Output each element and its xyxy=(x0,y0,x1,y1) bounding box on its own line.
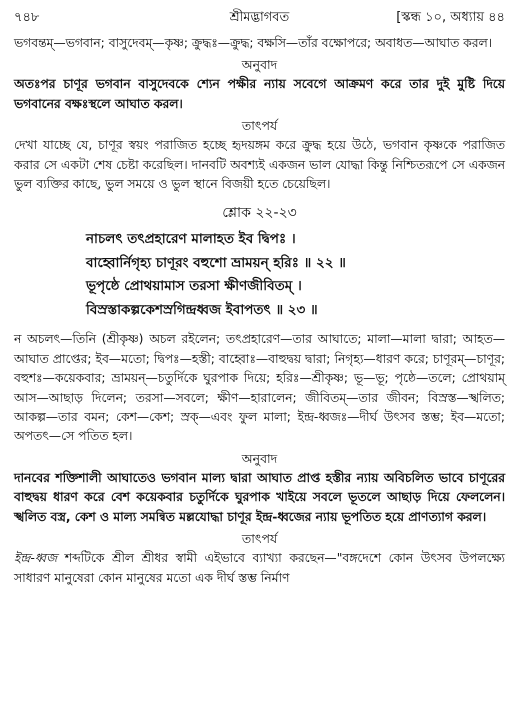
verse-line: বিস্রস্তাকল্পকেশস্রগিন্দ্রধ্বজ ইবাপতৎ ॥ ২৩ ॥ xyxy=(86,301,318,318)
translation-text: দানবের শক্তিশালী আঘাতেও ভগবান মাল্য দ্বারা আঘাত প্রাপ্ত হস্তীর ন্যায় অবিচলিত ভাবে চাণূরের বাহুদ্বয় ধারণ করে বেশ কয়েকবার চতুর্দিকে ঘুরপাক খাইয়ে সবলে ভূতলে আছাড় দিয়ে ফেললেন। স্খলিত বস্ত্র, কেশ ও মাল্য সমন্বিত মল্লযোদ্ধা চাণূর ইন্দ্র-ধ্বজের ন্যায় ভূপতিত হয়ে প্রাণত্যাগ করল। xyxy=(14,470,505,524)
verse-block xyxy=(14,228,505,322)
verse-line: নাচলৎ তৎপ্রহারেণ মালাহত ইব দ্বিপঃ । xyxy=(86,231,296,248)
purport-text: দেখা যাচ্ছে যে, চাণূর স্বয়ং পরাজিত হচ্ছে হৃদয়ঙ্গম করে ক্রুদ্ধ হয়ে উঠে, ভগবান কৃষ্ণকে পরাজিত করার সে একটা শেষ চেষ্টা করেছিল। দানবটি অবশ্যই একজন ভাল যোদ্ধা কিন্তু নিশ্চিতরূপে সে একজন ভুল ব্যক্তির কাছে, ভুল সময়ে ও ভুল স্থানে বিজয়ী হতে চেয়েছিল। xyxy=(14,138,505,192)
purport-term: ইন্দ্র-ধ্বজ xyxy=(14,551,58,566)
page-number: ৭৪৮ xyxy=(14,10,40,25)
purport-continuation: শব্দটিকে শ্রীল শ্রীধর স্বামী এইভাবে ব্যাখ্যা করছেন—"বঙ্গদেশে কোন উৎসব উপলক্ষ্যে সাধারণ মানুষেরা কোন মানুষের মতো এক দীর্ঘ স্তম্ভ নির্মাণ xyxy=(14,551,505,585)
purport-text xyxy=(14,549,505,588)
previous-synonyms: ভগবন্তম্—ভগবান; বাসুদেবম্—কৃষ্ণ; ক্রুদ্ধঃ—ক্রুদ্ধ; বক্ষসি—তাঁর বক্ষোপরে; অবাধত—আঘাত করল। xyxy=(14,36,493,50)
verse-line: ভূপৃষ্ঠে প্রোথয়ামাস তরসা ক্ষীণজীবিতম্ । xyxy=(86,278,302,295)
word-synonyms: ন অচলৎ—তিনি (শ্রীকৃষ্ণ) অচল রইলেন; তৎপ্রহারেণ—তার আঘাতে; মালা—মালা দ্বারা; আহত—আঘাত প্রাপ্তের; ইব—মতো; দ্বিপঃ—হস্তী; বাহ্বোঃ—বাহুদ্বয় দ্বারা; নিগৃহ্য—ধারণ করে; চাণূরম্—চাণূর; বহুশঃ—কয়েকবার; ভ্রাময়ন্—চতুর্দিকে ঘুরপাক দিয়ে; হরিঃ—শ্রীকৃষ্ণ; ভূ—ভূ; পৃষ্ঠে—তলে; প্রোথয়াম্ আস—আছাড় দিলেন; তরসা—সবলে; ক্ষীণ—হারালেন; জীবিতম্—তার জীবন; বিস্রস্ত—স্খলিত; আকল্প—তার বমন; কেশ—কেশ; স্রক্—এবং ফুল মালা; ইন্দ্র-ধ্বজঃ—দীর্ঘ উৎসব স্তম্ভ; ইব—মতো; অপতৎ—সে পতিত হল। xyxy=(14,332,505,444)
page-header xyxy=(14,6,505,28)
page-content xyxy=(14,34,505,588)
translation-text: অতঃপর চাণূর ভগবান বাসুদেবকে শ্যেন পক্ষীর ন্যায় সবেগে আক্রমণ করে তার দুই মুষ্টি দিয়ে ভগবানের বক্ষঃস্থলে আঘাত করল। xyxy=(14,77,505,111)
book-title: শ্রীমদ্ভাগবত xyxy=(229,10,290,25)
purport-heading: তাৎপর্য xyxy=(241,118,278,134)
verse-line: বাহ্বোর্নিগৃহ্য চাণূরং বহুশো ভ্রাময়ন্ হরিঃ ॥ ২২ ॥ xyxy=(86,254,346,271)
verse-heading: শ্লোক ২২-২৩ xyxy=(222,205,297,222)
purport-heading: তাৎপর্য xyxy=(241,531,278,547)
translation-heading: অনুবাদ xyxy=(241,57,278,73)
translation-heading: অনুবাদ xyxy=(241,450,278,466)
chapter-reference: [স্কন্ধ ১০, অধ্যায় ৪৪ xyxy=(396,10,505,25)
